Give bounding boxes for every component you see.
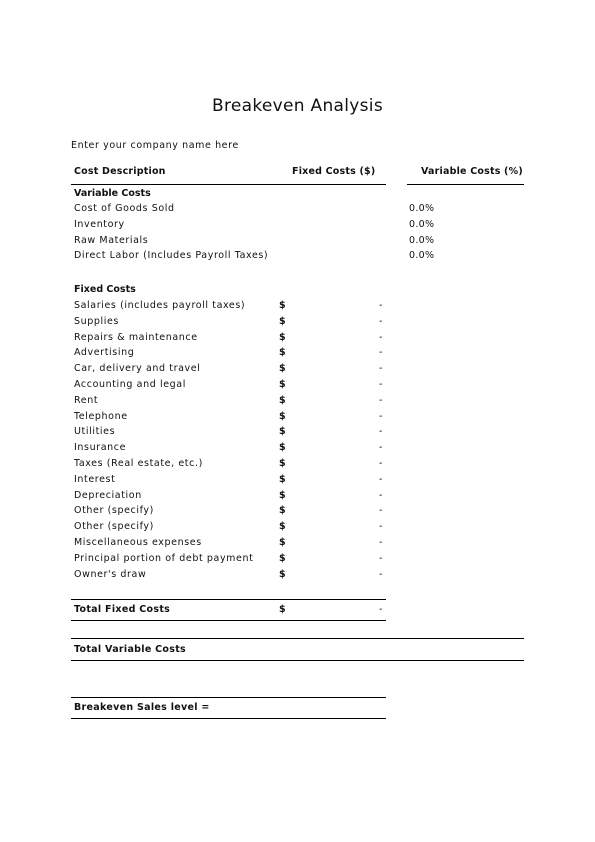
fixed-cost-label: Miscellaneous expenses — [74, 537, 202, 548]
fixed-cost-value[interactable]: - — [379, 300, 383, 311]
fixed-cost-value[interactable]: - — [379, 315, 383, 327]
variable-cost-label: Inventory — [74, 218, 125, 230]
fixed-cost-value[interactable]: - — [379, 458, 383, 469]
fixed-cost-value[interactable]: - — [379, 521, 383, 533]
fixed-cost-currency: $ — [279, 363, 286, 375]
fixed-cost-label: Repairs & maintenance — [74, 331, 198, 343]
variable-cost-label: Cost of Goods Sold — [74, 203, 175, 214]
fixed-cost-currency: $ — [279, 394, 286, 406]
fixed-cost-label: Salaries (includes payroll taxes) — [74, 300, 246, 311]
fixed-cost-value[interactable]: - — [379, 568, 383, 580]
fixed-cost-value[interactable]: - — [379, 552, 383, 564]
fixed-cost-value[interactable]: - — [379, 347, 383, 359]
variable-cost-percent[interactable]: 0.0% — [409, 218, 435, 230]
header-underline-left — [71, 184, 386, 185]
fixed-cost-label: Telephone — [74, 410, 128, 422]
fixed-costs-section-label: Fixed Costs — [74, 284, 136, 295]
fixed-cost-currency: $ — [279, 300, 286, 311]
fixed-cost-label: Other (specify) — [74, 521, 154, 533]
variable-cost-percent[interactable]: 0.0% — [409, 234, 435, 246]
total-fixed-costs-value: - — [379, 604, 383, 615]
fixed-cost-value[interactable]: - — [379, 363, 383, 375]
variable-cost-percent[interactable]: 0.0% — [409, 250, 435, 262]
fixed-cost-currency: $ — [279, 315, 286, 327]
fixed-cost-label: Taxes (Real estate, etc.) — [74, 458, 203, 469]
total-variable-bottom-rule — [71, 660, 524, 661]
fixed-cost-currency: $ — [279, 379, 286, 390]
fixed-cost-currency: $ — [279, 458, 286, 469]
fixed-cost-currency: $ — [279, 537, 286, 548]
fixed-cost-label: Depreciation — [74, 489, 142, 501]
fixed-cost-label: Supplies — [74, 315, 119, 327]
total-fixed-top-rule — [71, 599, 386, 600]
breakeven-sales-label: Breakeven Sales level = — [74, 702, 210, 713]
fixed-cost-label: Accounting and legal — [74, 379, 186, 390]
fixed-cost-currency: $ — [279, 505, 286, 517]
fixed-cost-value[interactable]: - — [379, 473, 383, 485]
fixed-cost-label: Principal portion of debt payment — [74, 552, 254, 564]
fixed-cost-value[interactable]: - — [379, 505, 383, 517]
fixed-cost-value[interactable]: - — [379, 379, 383, 390]
total-variable-top-rule — [71, 638, 524, 639]
fixed-cost-value[interactable]: - — [379, 394, 383, 406]
fixed-cost-label: Other (specify) — [74, 505, 154, 517]
total-fixed-currency: $ — [279, 604, 286, 615]
company-name-field[interactable]: Enter your company name here — [71, 140, 239, 151]
fixed-cost-value[interactable]: - — [379, 489, 383, 501]
fixed-cost-label: Utilities — [74, 426, 116, 438]
variable-cost-label: Raw Materials — [74, 234, 149, 246]
breakeven-top-rule — [71, 697, 386, 698]
breakeven-bottom-rule — [71, 718, 386, 719]
page-title: Breakeven Analysis — [212, 96, 383, 116]
fixed-cost-label: Interest — [74, 473, 116, 485]
header-fixed-costs: Fixed Costs ($) — [292, 166, 376, 177]
header-variable-costs: Variable Costs (%) — [421, 166, 523, 177]
fixed-cost-label: Insurance — [74, 442, 127, 454]
total-variable-costs-label: Total Variable Costs — [74, 644, 187, 655]
header-cost-description: Cost Description — [74, 166, 166, 177]
fixed-cost-currency: $ — [279, 410, 286, 422]
variable-cost-label: Direct Labor (Includes Payroll Taxes) — [74, 250, 269, 262]
fixed-cost-value[interactable]: - — [379, 331, 383, 343]
fixed-cost-label: Car, delivery and travel — [74, 363, 201, 375]
total-fixed-costs-label: Total Fixed Costs — [74, 604, 171, 615]
fixed-cost-currency: $ — [279, 331, 286, 343]
fixed-cost-currency: $ — [279, 568, 286, 580]
fixed-cost-label: Advertising — [74, 347, 135, 359]
fixed-cost-currency: $ — [279, 489, 286, 501]
fixed-cost-value[interactable]: - — [379, 426, 383, 438]
fixed-cost-currency: $ — [279, 426, 286, 438]
fixed-cost-label: Rent — [74, 394, 99, 406]
fixed-cost-value[interactable]: - — [379, 537, 383, 548]
header-underline-right — [407, 184, 524, 185]
fixed-cost-currency: $ — [279, 442, 286, 454]
fixed-cost-currency: $ — [279, 347, 286, 359]
fixed-cost-currency: $ — [279, 473, 286, 485]
fixed-cost-label: Owner's draw — [74, 568, 147, 580]
variable-cost-percent[interactable]: 0.0% — [409, 203, 435, 214]
total-fixed-bottom-rule — [71, 620, 386, 621]
fixed-cost-value[interactable]: - — [379, 410, 383, 422]
fixed-cost-currency: $ — [279, 552, 286, 564]
fixed-cost-value[interactable]: - — [379, 442, 383, 454]
fixed-cost-currency: $ — [279, 521, 286, 533]
variable-costs-section-label: Variable Costs — [74, 188, 151, 199]
